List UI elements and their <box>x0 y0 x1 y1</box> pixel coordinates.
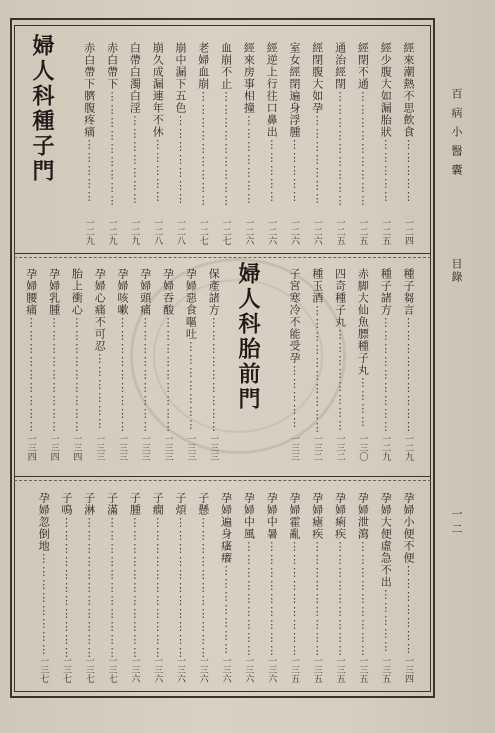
leader-dots: ⋮⋮⋮⋮⋮⋮⋮⋮⋮ <box>47 316 61 433</box>
toc-entry-title: 胎上衝心 <box>70 268 84 316</box>
toc-entry[interactable] <box>162 268 174 433</box>
leader-dots: ⋮⋮⋮⋮⋮⋮⋮⋮⋮ <box>379 316 393 433</box>
toc-entry-page: 一三三 <box>139 434 150 461</box>
toc-entry[interactable] <box>379 492 391 653</box>
toc-entry[interactable] <box>151 42 163 203</box>
toc-entry-page: 一二六 <box>243 218 254 245</box>
toc-entry[interactable] <box>220 492 232 655</box>
toc-entry-page: 一二九 <box>129 218 140 245</box>
toc-entry-title: 赤白帶下臍腹疼痛 <box>82 42 96 138</box>
leader-dots: ⋮⋮⋮⋮⋮⋮⋮⋮⋮ <box>24 316 38 433</box>
toc-entry[interactable] <box>207 268 219 433</box>
toc-entry-page: 一三三 <box>208 434 219 461</box>
toc-entry[interactable] <box>83 42 95 203</box>
toc-entry-page: 一三五 <box>380 656 391 683</box>
section-label: 目錄 <box>450 258 463 284</box>
leader-dots: ⋮⋮⋮⋮⋮⋮⋮⋮⋮⋮⋮ <box>151 516 165 659</box>
heading-taiqian: 婦人科胎前門 <box>235 262 261 412</box>
toc-entry-page: 一三六 <box>152 656 163 683</box>
leader-dots: ⋮⋮⋮⋮⋮⋮⋮⋮⋮ <box>402 316 415 433</box>
toc-entry-title: 孕婦惡食嘔吐 <box>184 268 198 340</box>
toc-entry-title: 經閉不通 <box>356 42 370 90</box>
leader-dots: ⋮⋮⋮⋮ <box>356 376 370 428</box>
leader-dots: ⋮⋮⋮⋮⋮⋮⋮⋮⋮ <box>70 316 84 433</box>
toc-entry-page: 一三四 <box>48 434 59 461</box>
toc-entry-title: 孕婦中暑 <box>265 492 279 540</box>
toc-entry[interactable] <box>356 268 368 428</box>
toc-entry-page: 一三五 <box>334 656 345 683</box>
leader-dots: ⋮⋮⋮⋮⋮⋮⋮ <box>402 564 415 655</box>
leader-dots: ⋮⋮⋮⋮⋮⋮⋮⋮⋮ <box>333 90 347 207</box>
toc-entry-page: 一三七 <box>61 656 71 683</box>
leader-dots: ⋮⋮⋮⋮⋮⋮⋮⋮ <box>37 552 51 656</box>
toc-entry-title: 子懸 <box>196 492 210 516</box>
leader-dots: ⋮⋮⋮⋮⋮⋮⋮⋮⋮ <box>310 540 324 657</box>
toc-entry-page: 一三五 <box>289 656 299 683</box>
toc-entry-title: 白帶白濁白淫 <box>128 42 142 114</box>
toc-entry[interactable] <box>116 268 128 433</box>
toc-entry-page: 一三〇 <box>357 434 368 461</box>
toc-entry-page: 一三七 <box>106 656 117 683</box>
toc-entry-title: 子宮寒冷不能受孕 <box>288 268 301 364</box>
toc-entry[interactable] <box>402 492 414 655</box>
leader-dots: ⋮⋮⋮⋮⋮⋮ <box>93 352 107 430</box>
toc-entry-title: 崩久成漏連年不休 <box>151 42 165 138</box>
leader-dots: ⋮⋮⋮⋮⋮⋮⋮⋮⋮⋮ <box>310 304 324 434</box>
toc-entry-title: 孕婦痢疾 <box>333 492 347 540</box>
toc-entry[interactable] <box>334 42 346 207</box>
toc-entry-page: 一三四 <box>25 434 36 461</box>
toc-entry[interactable] <box>184 268 196 431</box>
toc-entry[interactable] <box>106 492 118 659</box>
toc-entry-page: 一三六 <box>243 656 254 683</box>
toc-entry-title: 孕婦咳嗽 <box>116 268 129 316</box>
toc-entry[interactable] <box>197 42 209 207</box>
toc-entry-page: 一三三 <box>162 434 173 461</box>
toc-entry-title: 經來潮熱不思飲食 <box>402 42 415 138</box>
leader-dots: ⋮⋮⋮⋮⋮ <box>288 364 301 429</box>
toc-entry-page: 一三二 <box>311 434 322 461</box>
leader-dots: ⋮⋮⋮⋮⋮⋮⋮⋮⋮ <box>161 316 175 433</box>
toc-entry-page: 一二九 <box>403 434 413 461</box>
toc-entry-page: 一三六 <box>220 656 231 683</box>
toc-entry-page: 一二八 <box>152 218 163 245</box>
toc-entry-title: 經少腹大如漏胎狀 <box>379 42 393 138</box>
toc-entry-title: 孕婦遍身瘙癢 <box>219 492 233 564</box>
leader-dots: ⋮⋮⋮⋮⋮ <box>265 138 279 203</box>
leader-dots: ⋮⋮⋮⋮⋮⋮⋮⋮⋮ <box>207 316 221 433</box>
toc-entry-title: 種子芻言 <box>402 268 415 316</box>
toc-entry-title: 孕婦中風 <box>242 492 256 540</box>
toc-entry-page: 一三六 <box>266 656 277 683</box>
toc-entry[interactable] <box>83 492 95 659</box>
leader-dots: ⋮⋮⋮⋮⋮⋮⋮⋮⋮⋮⋮ <box>196 516 210 659</box>
toc-entry-title: 老婦血崩 <box>196 42 210 90</box>
toc-entry-page: 一二九 <box>380 434 391 461</box>
toc-entry[interactable] <box>356 492 368 657</box>
toc-entry-page: 一二八 <box>175 218 185 245</box>
toc-entry-page: 一三三 <box>94 434 105 461</box>
band-divider-1 <box>14 253 431 254</box>
toc-entry[interactable] <box>48 268 60 433</box>
toc-entry-title: 種玉酒 <box>310 268 324 304</box>
toc-entry-title: 通治經閉 <box>333 42 347 90</box>
toc-entry-title: 孕婦頭痛 <box>138 268 152 316</box>
leader-dots: ⋮⋮⋮⋮⋮ <box>82 138 96 203</box>
leader-dots: ⋮⋮⋮⋮⋮⋮⋮⋮⋮ <box>356 90 370 207</box>
toc-entry[interactable] <box>70 268 82 433</box>
toc-entry-title: 血崩不止 <box>219 42 233 90</box>
toc-entry[interactable] <box>174 492 186 659</box>
toc-entry-page: 一三七 <box>83 656 94 683</box>
toc-entry-title: 經來房事相撞 <box>242 42 256 114</box>
toc-entry-page: 一二五 <box>380 218 391 245</box>
toc-entry[interactable] <box>288 268 300 429</box>
toc-entry-title: 孕婦心痛不可忍 <box>93 268 107 352</box>
toc-entry-title: 孕婦瘧疾 <box>310 492 324 540</box>
toc-entry-page: 一二五 <box>357 218 368 245</box>
toc-entry[interactable] <box>311 492 323 657</box>
toc-entry-page: 一三六 <box>175 656 185 683</box>
toc-entry[interactable] <box>288 492 300 657</box>
leader-dots: ⋮⋮⋮⋮⋮⋮⋮ <box>184 340 198 431</box>
toc-entry[interactable] <box>128 42 140 205</box>
toc-entry-page: 一二六 <box>311 218 322 245</box>
leader-dots: ⋮⋮⋮⋮⋮⋮⋮⋮⋮ <box>288 540 301 657</box>
toc-entry-page: 一二七 <box>220 218 231 245</box>
toc-entry[interactable] <box>311 268 323 434</box>
heading-zhongzi: 婦人科種子門 <box>29 34 55 184</box>
toc-entry-title: 子癇 <box>151 492 165 516</box>
toc-entry[interactable] <box>139 268 151 433</box>
toc-entry-title: 子腫 <box>128 492 142 516</box>
leader-dots: ⋮⋮⋮⋮⋮⋮⋮⋮⋮⋮⋮ <box>105 516 119 659</box>
toc-entry-page: 一二九 <box>106 218 117 245</box>
toc-entry[interactable] <box>356 42 368 207</box>
toc-entry[interactable] <box>60 492 72 659</box>
band-divider-2-dashed <box>14 480 431 481</box>
toc-entry-title: 子滿 <box>105 492 119 516</box>
leader-dots: ⋮⋮⋮⋮⋮⋮⋮ <box>219 564 233 655</box>
leader-dots: ⋮⋮⋮⋮⋮⋮⋮⋮⋮ <box>265 540 279 657</box>
toc-entry-title: 保產諸方 <box>207 268 221 316</box>
leader-dots: ⋮⋮⋮⋮⋮⋮⋮⋮⋮ <box>356 540 370 657</box>
toc-entry[interactable] <box>379 268 391 433</box>
toc-entry-page: 一二九 <box>83 218 94 245</box>
leader-dots: ⋮⋮⋮⋮⋮⋮⋮⋮⋮ <box>333 540 347 657</box>
toc-entry-page: 一三六 <box>197 656 208 683</box>
toc-entry[interactable] <box>106 42 118 207</box>
toc-entry-page: 一三三 <box>117 434 127 461</box>
toc-entry[interactable] <box>379 42 391 203</box>
leader-dots: ⋮⋮⋮⋮⋮ <box>288 138 301 203</box>
toc-entry[interactable] <box>288 42 300 203</box>
band-divider-1-dashed <box>14 257 431 258</box>
page-number: 一二 <box>450 508 463 538</box>
toc-entry-title: 經逆上行往口鼻出 <box>265 42 279 138</box>
toc-entry-title: 孕婦小便不便 <box>402 492 415 564</box>
toc-entry-title: 赤脚大仙魚膘種子丸 <box>356 268 370 376</box>
toc-entry[interactable] <box>311 42 323 205</box>
toc-entry[interactable] <box>151 492 163 659</box>
toc-entry[interactable] <box>402 268 414 433</box>
toc-entry-title: 子煩 <box>174 492 187 516</box>
toc-entry-title: 赤白帶下 <box>105 42 119 90</box>
toc-entry[interactable] <box>265 492 277 657</box>
toc-entry-page: 一二七 <box>197 218 208 245</box>
leader-dots: ⋮⋮⋮⋮⋮⋮⋮⋮⋮⋮⋮ <box>82 516 96 659</box>
toc-entry-page: 一二五 <box>334 218 345 245</box>
toc-entry-title: 孕婦吞酸 <box>161 268 175 316</box>
leader-dots: ⋮⋮⋮⋮⋮⋮⋮⋮⋮⋮⋮ <box>128 516 142 659</box>
toc-entry-page: 一三三 <box>185 434 196 461</box>
leader-dots: ⋮⋮⋮⋮⋮⋮⋮⋮⋮ <box>116 316 129 433</box>
toc-entry-page: 一三三 <box>289 434 299 461</box>
toc-entry[interactable] <box>128 492 140 659</box>
toc-entry-title: 種子諸方 <box>379 268 393 316</box>
toc-entry-page: 一二四 <box>403 218 413 245</box>
toc-entry[interactable] <box>93 268 105 430</box>
leader-dots: ⋮⋮⋮⋮⋮⋮⋮⋮ <box>333 328 347 432</box>
leader-dots: ⋮⋮⋮⋮⋮⋮⋮⋮⋮ <box>219 90 233 207</box>
toc-entry[interactable] <box>242 492 254 657</box>
toc-entry-title: 孕婦乳腫 <box>47 268 61 316</box>
toc-entry-page: 一二六 <box>289 218 299 245</box>
book-title: 百病小醫囊 <box>450 88 463 183</box>
leader-dots: ⋮⋮⋮⋮⋮ <box>379 138 393 203</box>
leader-dots: ⋮⋮⋮⋮⋮⋮⋮ <box>174 114 187 205</box>
toc-entry-title: 子淋 <box>82 492 96 516</box>
leader-dots: ⋮⋮⋮⋮⋮⋮⋮⋮⋮ <box>105 90 119 207</box>
toc-entry-title: 孕婦泄瀉 <box>356 492 370 540</box>
band-divider-2 <box>14 476 431 477</box>
toc-entry[interactable] <box>174 42 186 205</box>
leader-dots: ⋮⋮⋮⋮⋮⋮⋮ <box>128 114 142 205</box>
toc-entry-title: 孕婦忽倒地 <box>37 492 51 552</box>
toc-entry[interactable] <box>220 42 232 207</box>
leader-dots: ⋮⋮⋮⋮⋮⋮⋮⋮⋮⋮⋮ <box>60 516 73 659</box>
toc-entry[interactable] <box>197 492 209 659</box>
toc-entry-page: 一三五 <box>311 656 322 683</box>
leader-dots: ⋮⋮⋮⋮⋮⋮⋮⋮⋮ <box>196 90 210 207</box>
toc-entry-title: 室女經閉遍身浮腫 <box>288 42 301 138</box>
leader-dots: ⋮⋮⋮⋮⋮⋮⋮ <box>310 114 324 205</box>
leader-dots: ⋮⋮⋮⋮⋮ <box>379 588 393 653</box>
leader-dots: ⋮⋮⋮⋮⋮⋮⋮⋮⋮⋮⋮ <box>174 516 187 659</box>
toc-entry-page: 一三二 <box>334 434 345 461</box>
toc-entry-page: 一三四 <box>71 434 82 461</box>
leader-dots: ⋮⋮⋮⋮⋮ <box>402 138 415 203</box>
toc-entry-page: 一二六 <box>266 218 277 245</box>
toc-entry-page: 一三四 <box>403 656 413 683</box>
toc-entry-title: 四奇種子丸 <box>333 268 347 328</box>
toc-entry-title: 經閉腹大如孕 <box>310 42 324 114</box>
toc-entry-title: 孕婦大便虛急不出 <box>379 492 393 588</box>
toc-entry-page: 一三六 <box>129 656 140 683</box>
leader-dots: ⋮⋮⋮⋮⋮⋮⋮⋮⋮ <box>242 540 256 657</box>
toc-entry[interactable] <box>242 42 254 205</box>
toc-entry-page: 一三五 <box>357 656 368 683</box>
toc-entry[interactable] <box>25 268 37 433</box>
leader-dots: ⋮⋮⋮⋮⋮ <box>151 138 165 203</box>
toc-entry-title: 崩中漏下五色 <box>174 42 187 114</box>
toc-entry[interactable] <box>402 42 414 203</box>
toc-entry[interactable] <box>37 492 49 656</box>
toc-entry[interactable] <box>334 492 346 657</box>
toc-entry-title: 子鳴 <box>60 492 73 516</box>
toc-entry-title: 孕婦霍亂 <box>288 492 301 540</box>
leader-dots: ⋮⋮⋮⋮⋮⋮⋮⋮⋮ <box>138 316 152 433</box>
toc-entry[interactable] <box>265 42 277 203</box>
toc-entry-title: 孕婦腰痛 <box>24 268 38 316</box>
leader-dots: ⋮⋮⋮⋮⋮⋮⋮ <box>242 114 256 205</box>
toc-entry[interactable] <box>334 268 346 432</box>
toc-entry-page: 一三七 <box>38 656 49 683</box>
